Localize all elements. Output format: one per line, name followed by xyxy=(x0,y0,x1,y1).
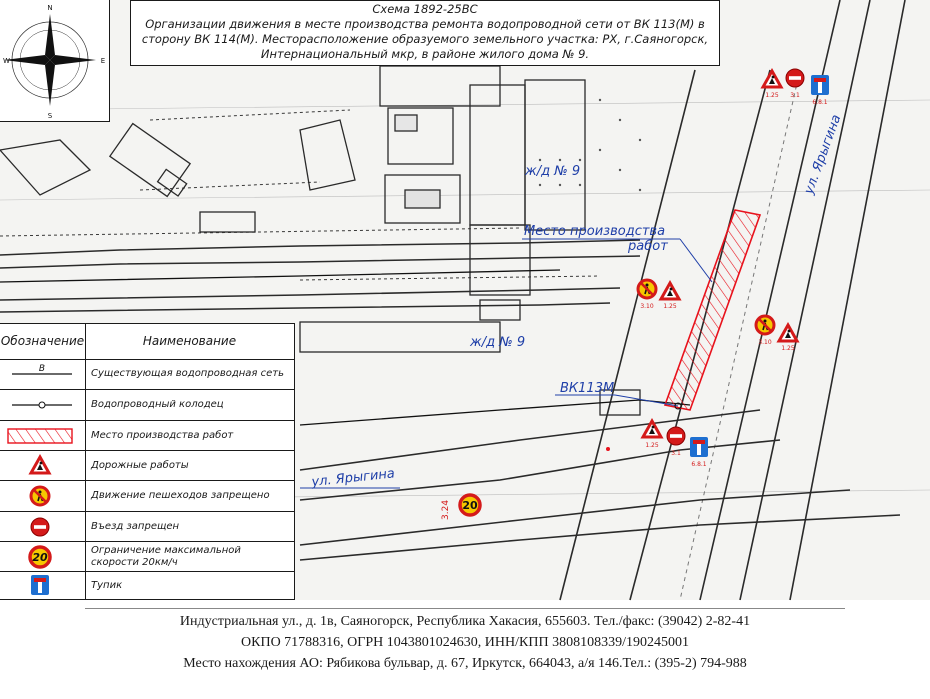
legend-header xyxy=(0,324,294,360)
legend-row-dead-end xyxy=(0,572,294,599)
legend-label: Въезд запрещен xyxy=(91,520,180,532)
legend-label: Ограничение максимальной скорости 20км/ч xyxy=(91,544,241,568)
legend-label: Дорожные работы xyxy=(91,459,189,471)
label-well: ВК113М xyxy=(560,381,615,396)
sign-code-no-entry: 3.1 xyxy=(790,92,800,99)
legend-row-road-works xyxy=(0,451,294,481)
scheme-title xyxy=(130,0,720,66)
sign-code-no-entry: 3.1 xyxy=(671,450,681,457)
sign-code-works: 1.25 xyxy=(781,345,795,352)
legend-table xyxy=(0,323,295,600)
no-pedestrians-sign-icon xyxy=(0,481,85,511)
water-network-line-icon xyxy=(0,359,85,389)
title-line-3: сторону ВК 114(М). Месторасположение образуемого земельного участка: РХ, г.Саяногорск, xyxy=(141,32,709,46)
no-entry-sign-icon xyxy=(786,69,804,87)
dead-end-sign-icon xyxy=(0,572,85,599)
legend-row-no-pedestrians xyxy=(0,481,294,512)
legend-label: Движение пешеходов запрещено xyxy=(91,490,270,501)
dead-end-sign-icon xyxy=(811,75,829,95)
title-line-2: Организации движения в месте производства ремонта водопроводной сети от ВК 113(М) в xyxy=(145,17,705,31)
water-network-letter: В xyxy=(38,364,46,374)
label-street-bottom: ул. Ярыгина xyxy=(310,466,396,490)
no-pedestrians-sign-icon xyxy=(638,280,656,298)
sign-code-no-pedestrians: 3.10 xyxy=(758,339,772,346)
no-entry-sign-icon xyxy=(667,427,685,445)
sign-code-speed-limit: 3.24 xyxy=(441,499,451,520)
compass xyxy=(0,0,110,122)
legend-row-well xyxy=(0,390,294,421)
compass-e: E xyxy=(100,57,106,65)
compass-rose-icon xyxy=(0,0,109,121)
footer-line-1: Индустриальная ул., д. 1в, Саяногорск, Республика Хакасия, 655603. Тел./факс: (39042) 2-82-41 xyxy=(179,614,751,629)
water-well-icon xyxy=(0,390,85,420)
sign-code-dead-end: 6.8.1 xyxy=(812,99,828,106)
legend-label: Тупик xyxy=(91,579,123,591)
sign-code-works: 1.25 xyxy=(663,303,677,310)
legend-row-water-network xyxy=(0,359,294,390)
label-house-mid: ж/д № 9 xyxy=(470,335,526,350)
label-work-place-2: работ xyxy=(628,239,668,254)
no-entry-sign-icon xyxy=(0,512,85,542)
title-line-4: Интернациональный мкр, в районе жилого дома № 9. xyxy=(260,47,590,61)
footer-divider xyxy=(85,608,845,609)
speed-limit-sign-icon xyxy=(0,542,85,572)
compass-s: S xyxy=(47,112,53,120)
compass-n: N xyxy=(47,4,53,12)
company-footer xyxy=(0,608,930,674)
legend-label: Водопроводный колодец xyxy=(91,399,224,410)
label-work-place-1: Место производства xyxy=(524,224,666,239)
title-line-1: Схема 1892-25ВС xyxy=(372,2,478,16)
legend-row-speed-limit xyxy=(0,542,294,572)
speed-limit-sign-icon xyxy=(460,495,480,515)
label-street-right: ул. Ярыгина xyxy=(801,112,845,197)
footer-line-2: ОКПО 71788316, ОГРН 1043801024630, ИНН/КПП 3808108339/190245001 xyxy=(241,635,689,650)
compass-w: W xyxy=(3,57,10,65)
sign-code-no-pedestrians: 3.10 xyxy=(640,303,654,310)
legend-row-no-entry xyxy=(0,512,294,542)
footer-line-3: Место нахождения АО: Рябикова бульвар, д. 67, Иркутск, 664043, а/я 146.Тел.: (395-2) 794-988 xyxy=(183,656,747,671)
no-pedestrians-sign-icon xyxy=(756,316,774,334)
legend-header-symbol: Обозначение xyxy=(0,334,85,348)
work-area-hatch-icon xyxy=(0,421,85,451)
legend-header-name: Наименование xyxy=(142,334,237,348)
sign-code-works: 1.25 xyxy=(765,92,779,99)
legend-label: Место производства работ xyxy=(91,429,234,441)
sign-code-works: 1.25 xyxy=(645,442,659,449)
works-sign-icon xyxy=(0,451,85,481)
legend-label: Существующая водопроводная сеть xyxy=(91,368,284,379)
dead-end-sign-icon xyxy=(690,437,708,457)
legend-row-work-place xyxy=(0,421,294,451)
label-house-top: ж/д № 9 xyxy=(525,164,581,179)
sign-code-dead-end: 6.8.1 xyxy=(691,461,707,468)
